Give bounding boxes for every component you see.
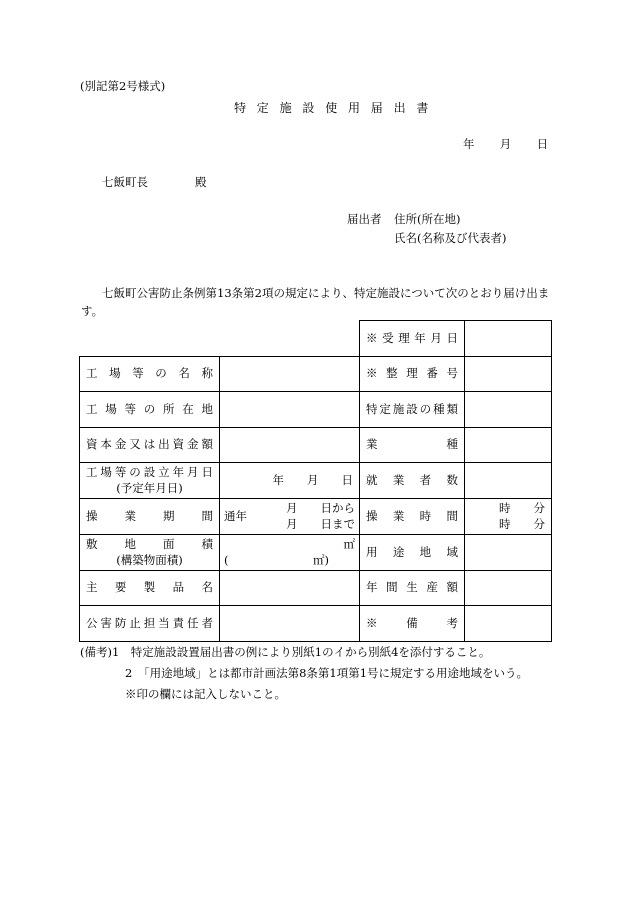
annual-output-label: 年間生産額 bbox=[360, 571, 465, 606]
operation-period-label: 操業期間 bbox=[80, 499, 220, 535]
annual-output-field[interactable] bbox=[465, 571, 552, 606]
reference-no-field[interactable] bbox=[465, 357, 552, 392]
established-sub-label: (予定年月日) bbox=[116, 480, 183, 495]
honorific: 殿 bbox=[195, 175, 207, 189]
paren-open: ( bbox=[224, 552, 229, 567]
main-products-field[interactable] bbox=[220, 571, 360, 606]
capital-field[interactable] bbox=[220, 428, 360, 463]
received-date-label: ※受理年月日 bbox=[360, 321, 465, 357]
from-text: 月 日から bbox=[286, 500, 355, 515]
site-area-label: 敷地面積 bbox=[86, 536, 213, 551]
employees-field[interactable] bbox=[465, 463, 552, 499]
note-3: ※印の欄には記入しないこと。 bbox=[125, 687, 286, 701]
hour-min-end: 時 分 bbox=[499, 516, 545, 531]
notification-table bbox=[79, 320, 552, 642]
form-number: (別記第2号様式) bbox=[80, 79, 166, 93]
remarks-label: ※備考 bbox=[360, 606, 465, 642]
applicant-label: 届出者 bbox=[347, 212, 382, 226]
land-use-field[interactable] bbox=[465, 535, 552, 571]
industry-field[interactable] bbox=[465, 428, 552, 463]
main-products-label: 主要製品名 bbox=[80, 571, 220, 606]
sqm-unit: ㎡ bbox=[343, 536, 355, 551]
applicant-name-label: 氏名(名称及び代表者) bbox=[394, 231, 507, 245]
established-field[interactable] bbox=[220, 463, 360, 499]
operation-period-field[interactable] bbox=[220, 499, 360, 535]
sqm-paren-close: ㎡) bbox=[313, 552, 329, 567]
factory-name-field[interactable] bbox=[220, 357, 360, 392]
pollution-manager-label: 公害防止担当責任者 bbox=[80, 606, 220, 642]
factory-name-label: 工場等の名称 bbox=[80, 357, 220, 392]
to-text: 月 日まで bbox=[286, 516, 355, 531]
reference-no-label: ※整理番号 bbox=[360, 357, 465, 392]
applicant-address-label: 住所(所在地) bbox=[394, 212, 461, 226]
ymd-text: 年 月 日 bbox=[272, 472, 353, 487]
land-use-label: 用途地域 bbox=[360, 535, 465, 571]
date-line: 年 月 日 bbox=[463, 137, 555, 151]
note-1: (備考)1 特定施設設置届出書の例により別紙1のイから別紙4を添付すること。 bbox=[80, 645, 491, 659]
factory-address-field[interactable] bbox=[220, 392, 360, 428]
remarks-field[interactable] bbox=[465, 606, 552, 642]
note-2: 2 「用途地域」とは都市計画法第8条第1項第1号に規定する用途地域をいう。 bbox=[125, 666, 529, 680]
established-label-cell bbox=[80, 463, 220, 499]
operation-hours-label: 操業時間 bbox=[360, 499, 465, 535]
operation-hours-field[interactable] bbox=[465, 499, 552, 535]
factory-address-label: 工場等の所在地 bbox=[80, 392, 220, 428]
notes bbox=[80, 642, 528, 705]
facility-type-field[interactable] bbox=[465, 392, 552, 428]
building-area-label: (構築物面積) bbox=[116, 552, 183, 567]
body-text-line2: す。 bbox=[81, 304, 104, 318]
form-title: 特定施設使用届出書 bbox=[234, 101, 440, 115]
employees-label: 就業者数 bbox=[360, 463, 465, 499]
site-area-label-cell bbox=[80, 535, 220, 571]
normal-year-text: 通年 bbox=[224, 508, 247, 523]
established-label: 工場等の設立年月日 bbox=[86, 464, 213, 479]
pollution-manager-field[interactable] bbox=[220, 606, 360, 642]
capital-label: 資本金又は出資金額 bbox=[80, 428, 220, 463]
addressee: 七飯町長 bbox=[102, 175, 148, 189]
industry-label: 業種 bbox=[360, 428, 465, 463]
site-area-field[interactable] bbox=[220, 535, 360, 571]
body-text-line1: 七飯町公害防止条例第13条第2項の規定により、特定施設について次のとおり届け出ま bbox=[102, 286, 550, 300]
received-date-field[interactable] bbox=[465, 321, 552, 357]
hour-min-start: 時 分 bbox=[499, 500, 545, 515]
facility-type-label: 特定施設の種類 bbox=[360, 392, 465, 428]
